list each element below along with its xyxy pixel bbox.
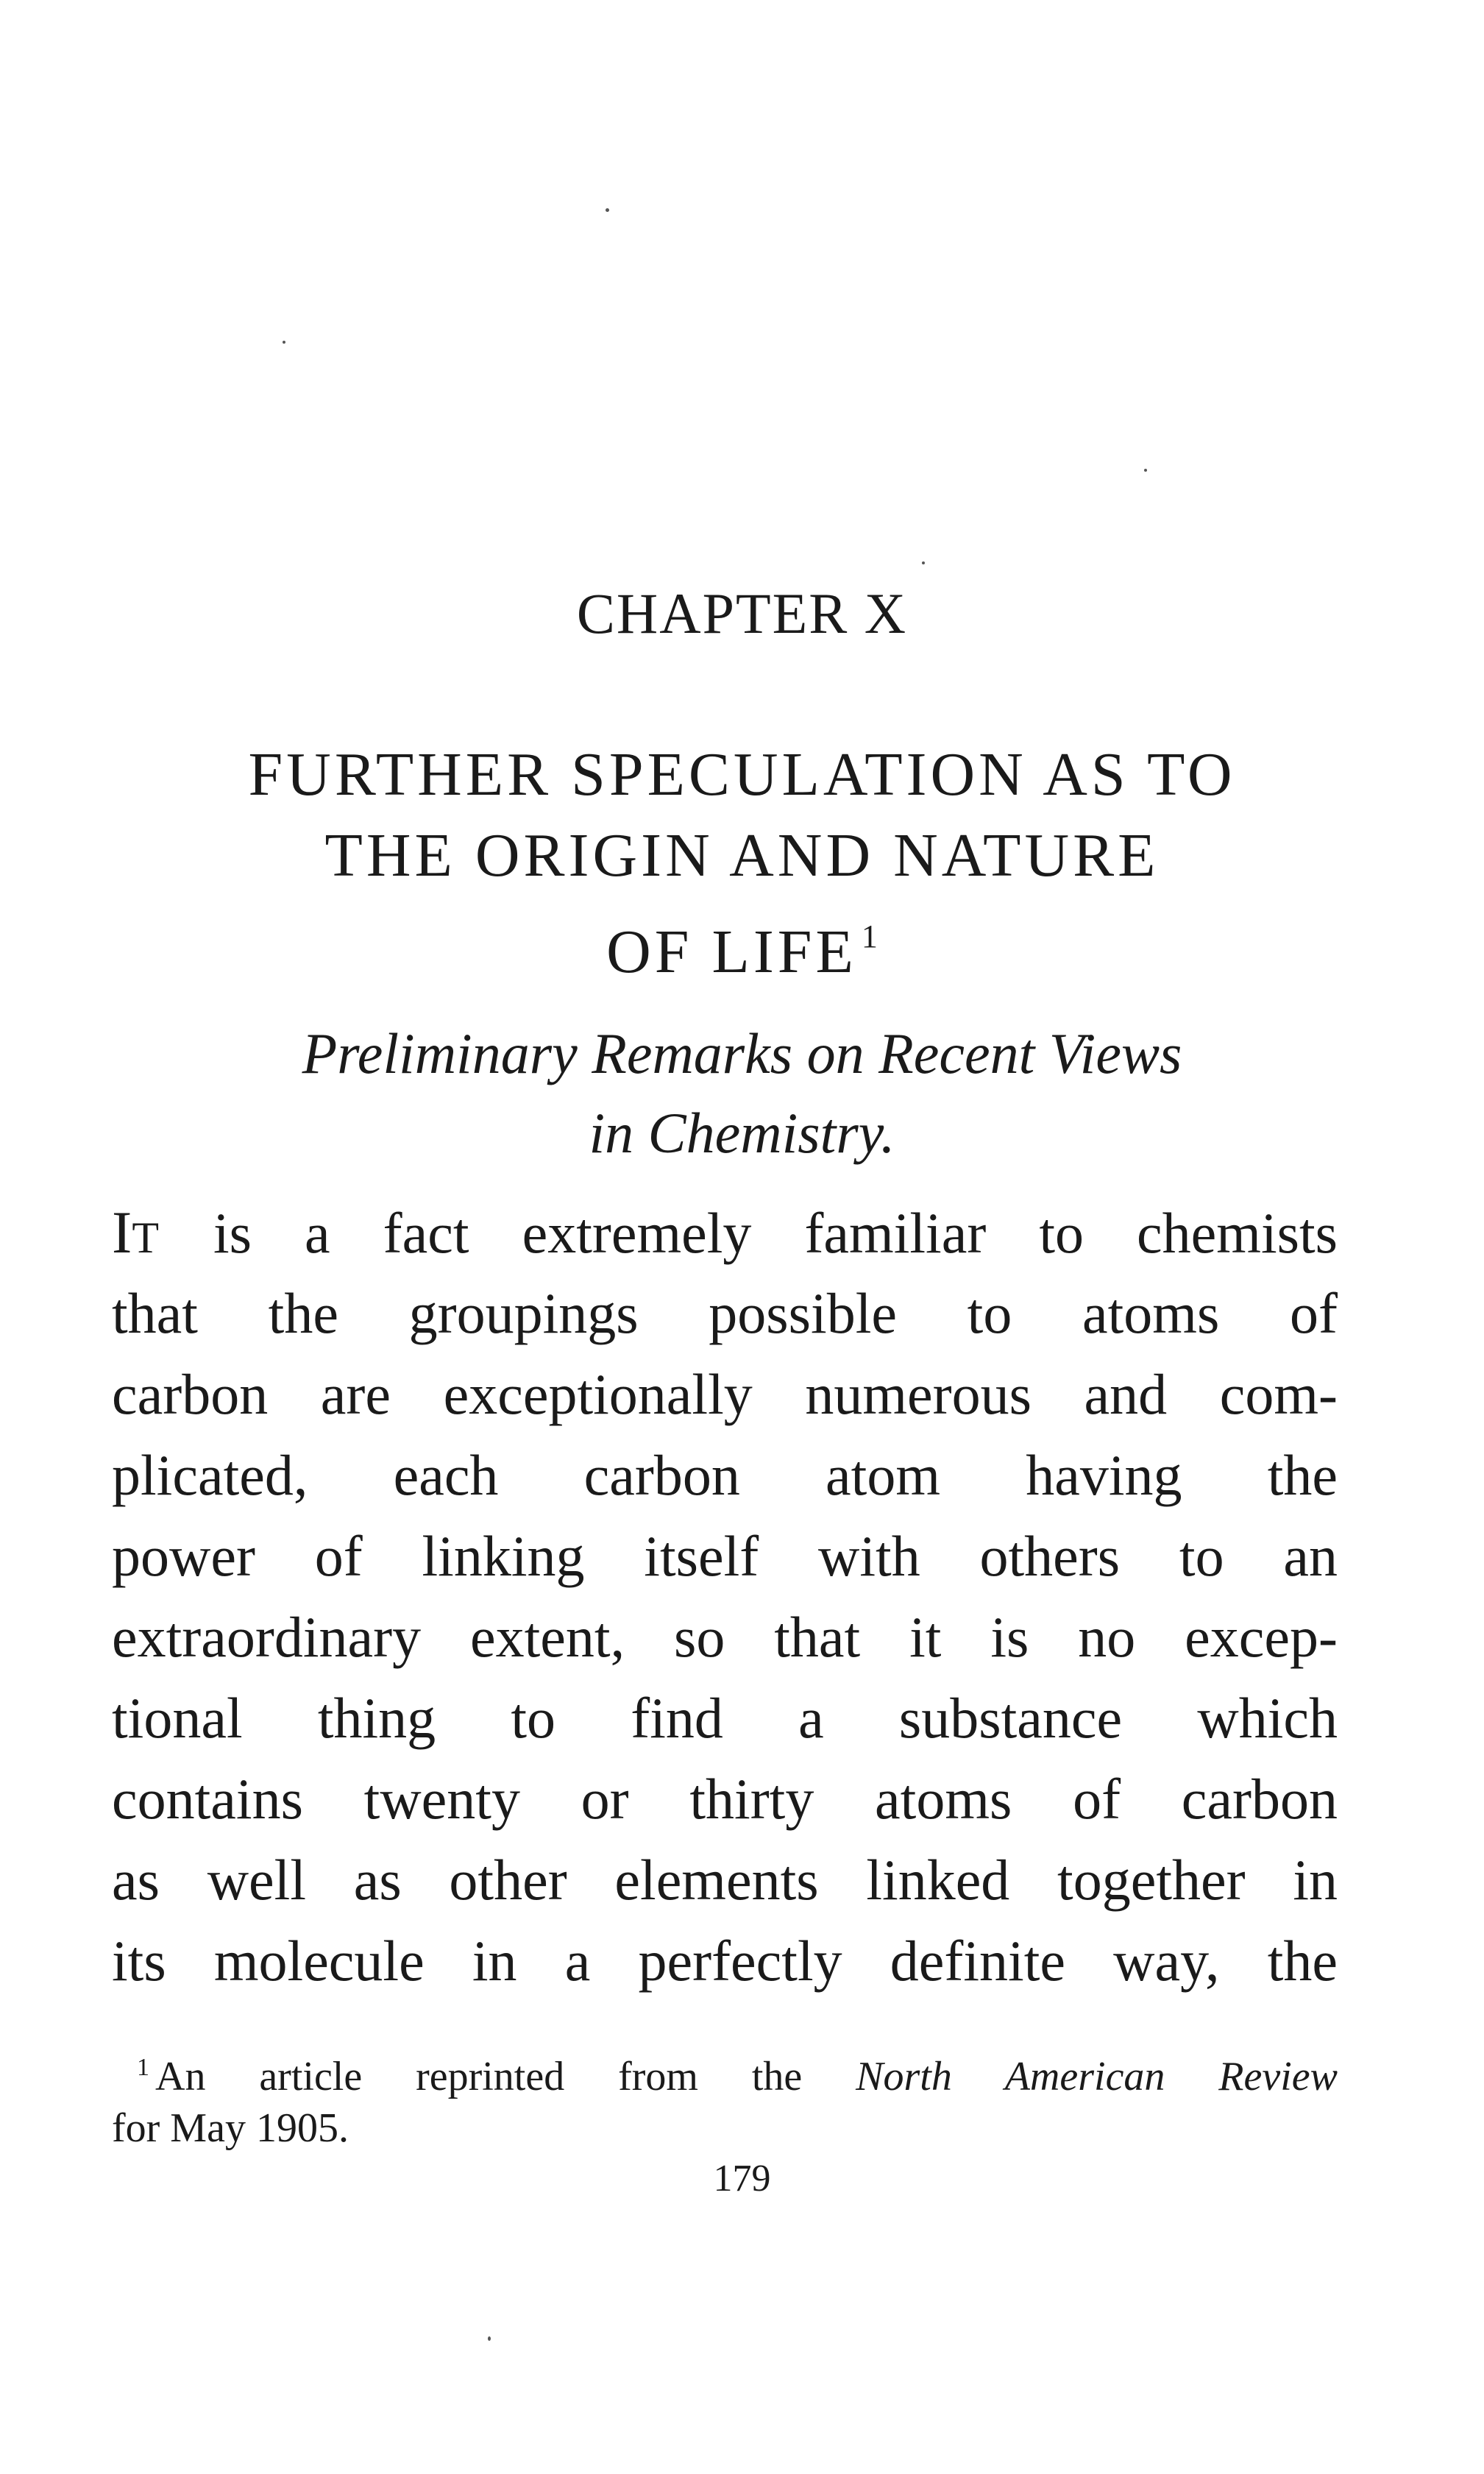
- footnote-reference-mark: 1: [861, 918, 878, 954]
- footnote-text: An article reprinted from the: [155, 2054, 856, 2099]
- footnote-journal-title: North American Review: [856, 2054, 1338, 2099]
- footnote-line: [112, 2042, 1338, 2102]
- paragraph-line: its molecule in a perfectly definite way, the: [112, 1929, 1338, 1993]
- footnote-line: for May 1905.: [112, 2105, 349, 2151]
- scan-speck: [922, 561, 925, 564]
- footnote-mark: 1: [137, 2054, 149, 2081]
- body-paragraph: [112, 1192, 1338, 2002]
- paragraph-line: plicated, each carbon atom having the: [112, 1443, 1338, 1507]
- chapter-title-line-last: [110, 896, 1374, 993]
- page-number: 179: [713, 2158, 771, 2200]
- subtitle-line: Preliminary Remarks on Recent Views: [302, 1021, 1182, 1085]
- chapter-title-line: FURTHER SPECULATION AS TO: [248, 740, 1236, 809]
- scan-speck: [606, 208, 609, 212]
- paragraph-line: tional thing to find a substance which: [112, 1686, 1338, 1750]
- small-capital: T: [132, 1213, 160, 1262]
- scan-speck: [1144, 469, 1147, 472]
- paragraph-line: power of linking itself with others to an: [112, 1524, 1338, 1588]
- first-line-text: is a fact extremely familiar to chemists: [160, 1201, 1338, 1265]
- subtitle-line: in Chemistry.: [589, 1101, 895, 1165]
- paragraph-line: contains twenty or thirty atoms of carbon: [112, 1767, 1338, 1831]
- paragraph-line: that the groupings possible to atoms of: [112, 1281, 1338, 1345]
- paragraph-line: [112, 1192, 1338, 1273]
- paragraph-line: as well as other elements linked together in: [112, 1848, 1338, 1912]
- chapter-title-line: THE ORIGIN AND NATURE: [324, 821, 1160, 890]
- section-subtitle: [147, 1014, 1337, 1173]
- paragraph-line: extraordinary extent, so that it is no excep-: [112, 1605, 1338, 1669]
- scan-speck: [283, 341, 285, 344]
- initial-capital: I: [112, 1199, 132, 1266]
- scan-speck: [488, 2336, 491, 2341]
- paragraph-line: carbon are exceptionally numerous and com-: [112, 1362, 1338, 1426]
- chapter-title-line-text: OF LIFE: [606, 918, 857, 986]
- chapter-label: CHAPTER X: [576, 581, 908, 645]
- footnote: [112, 2042, 1338, 2154]
- chapter-title: [110, 734, 1374, 993]
